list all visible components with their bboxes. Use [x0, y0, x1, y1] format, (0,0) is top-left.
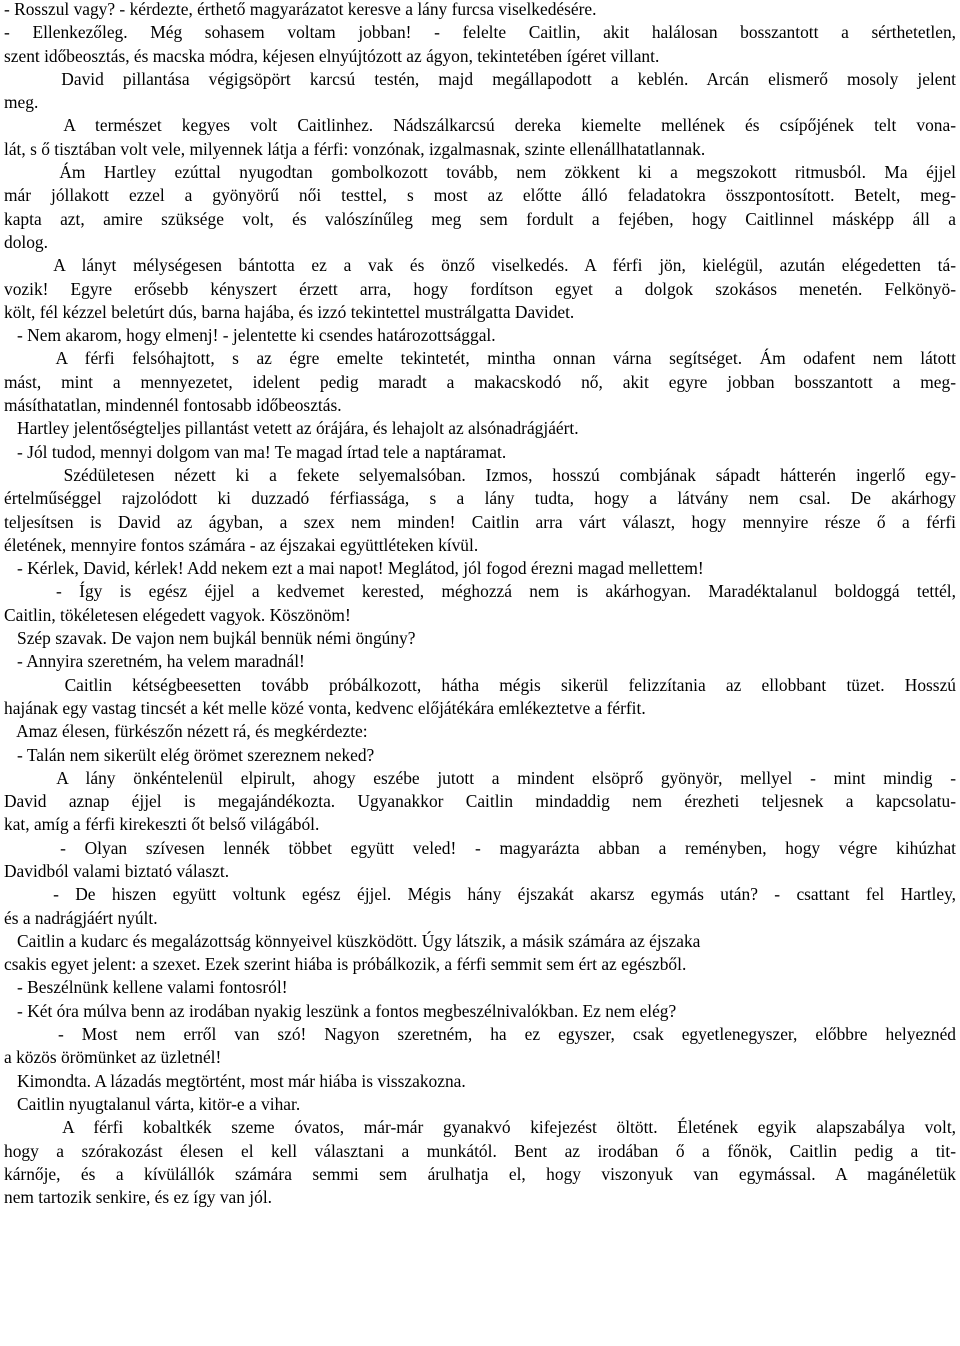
text-line: - Ellenkezőleg. Még sohasem voltam jobban! - felelte Caitlin, akit halálosan bosszantott a sérthetetlen, [4, 22, 956, 43]
text-line: költ, fél kézzel beletúrt dús, barna hajába, és izzó tekintettel mustrálgatta Davidet. [4, 301, 575, 322]
text-line: kat, amíg a férfi kirekeszti őt belső világából. [4, 814, 320, 835]
text-line: - Rosszul vagy? - kérdezte, érthető magyarázatot keresve a lány furcsa viselkedésére. [4, 0, 597, 19]
text-line: életének, mennyire fontos számára - az éjszakai együttléteken kívül. [4, 534, 479, 555]
text-line: A természet kegyes volt Caitlinhez. Nádszálkarcsú dereka kiemelte mellének és csípőjének telt vona- [4, 115, 956, 136]
text-line: Amaz élesen, fürkészőn nézett rá, és megkérdezte: [4, 721, 368, 742]
text-line: lát, s ő tisztában volt vele, milyennek látja a férfi: vonzónak, izgalmasnak, szinte ellenállhatatlannak. [4, 138, 706, 159]
text-line: Szép szavak. De vajon nem bujkál bennük némi öngúny? [4, 628, 416, 649]
text-line: - Annyira szeretném, ha velem maradnál! [4, 651, 305, 672]
text-line: a közös örömünket az üzletnél! [4, 1047, 222, 1068]
text-line: hogy a szórakozást élesen el kell választani a munkától. Bent az irodában ő a főnök, Caitlin pedig a tit- [4, 1140, 956, 1161]
text-line: Ám Hartley ezúttal nyugodtan gombolkozott tovább, nem zökkent ki a megszokott ritmusból. Ma éjjel [4, 162, 956, 183]
text-line: David pillantása végigsöpört karcsú testén, majd megállapodott a keblén. Arcán elismerő mosoly jelent [4, 68, 956, 89]
text-line: meg. [4, 92, 39, 113]
text-line: hajának egy vastag tincsét a két melle közé vonta, kedvenc előjátékára emlékeztetve a férfit. [4, 697, 646, 718]
text-line: - Beszélnünk kellene valami fontosról! [4, 977, 288, 998]
text-line: - Jól tudod, mennyi dolgom van ma! Te magad írtad tele a naptáramat. [4, 441, 507, 462]
text-line: Davidból valami biztató választ. [4, 860, 230, 881]
text-line: - Most nem erről van szó! Nagyon szeretném, ha ez egyszer, csak egyetlenegyszer, előbbre helyeznéd [4, 1024, 956, 1045]
text-line: mást, mint a mennyezetet, idelent pedig maradt a makacskodó nő, akit egyre jobban bosszantott a meg- [4, 371, 956, 392]
text-line: már jóllakott ezzel a gyönyörű női testtel, s most az előtte álló feladatokra összpontosított. Betelt, meg- [4, 185, 956, 206]
text-line: Caitlin a kudarc és megalázottság könnyeivel küszködött. Úgy látszik, a másik számára az éjszaka [4, 930, 701, 951]
text-line: Caitlin nyugtalanul várta, kitör-e a vihar. [4, 1093, 301, 1114]
text-line: Szédületesen nézett ki a fekete selyemalsóban. Izmos, hosszú combjának sápadt hátterén ingerlő egy- [4, 464, 956, 485]
text-line: Caitlin, tökéletesen elégedett vagyok. Köszönöm! [4, 604, 351, 625]
text-line: vozik! Egyre erősebb kényszert érzett arra, hogy fordítson egyet a dolgok szokásos menetén. Felkönyö- [4, 278, 956, 299]
text-line: A férfi kobaltkék szeme óvatos, már-már gyanakvó kifejezést öltött. Életének egyik alapszabálya volt, [4, 1117, 956, 1138]
text-line: A lányt mélységesen bántotta ez a vak és önző viselkedés. A férfi jön, kielégül, azután elégedetten tá- [4, 255, 956, 276]
text-line: kapta azt, amire szüksége volt, és valószínűleg meg sem fordult a fejében, hogy Caitlinnel másképp áll a [4, 208, 956, 229]
text-line: - Így is egész éjjel a kedvemet kerested, méghozzá nem is akárhogyan. Maradéktalanul boldoggá tettél, [4, 581, 956, 602]
text-line: David aznap éjjel is megajándékozta. Ugyanakkor Caitlin mindaddig nem érezheti teljesnek a kapcsolatu- [4, 791, 956, 812]
text-line: A férfi felsóhajtott, s az égre emelte tekintetét, mintha onnan várna segítséget. Ám odafent nem látott [4, 348, 956, 369]
text-line: dolog. [4, 231, 48, 252]
text-line: értelműséggel rajzolódott ki duzzadó férfiassága, s a lány tudta, hogy a látvány nem csal. De akárhogy [4, 488, 956, 509]
text-line: másíthatatlan, mindennél fontosabb időbeosztás. [4, 395, 342, 416]
text-line: Caitlin kétségbeesetten tovább próbálkozott, hátha mégis sikerül felizzítania az ellobbant tüzet. Hosszú [4, 674, 956, 695]
text-line: - Olyan szívesen lennék többet együtt veled! - magyarázta abban a reményben, hogy végre kihúzhat [4, 837, 956, 858]
text-line: kárnője, és a kívülállók számára semmi sem árulhatja el, hogy viszonyuk van egymással. A magánéletük [4, 1163, 956, 1184]
text-line: - Két óra múlva benn az irodában nyakig leszünk a fontos megbeszélnivalókban. Ez nem elég? [4, 1000, 677, 1021]
text-line: Kimondta. A lázadás megtörtént, most már hiába is visszakozna. [4, 1070, 466, 1091]
text-line: - De hiszen együtt voltunk egész éjjel. Mégis hány éjszakát akarsz egymás után? - csattant fel Hartley, [4, 884, 956, 905]
text-line: - Nem akarom, hogy elmenj! - jelentette ki csendes határozottsággal. [4, 325, 496, 346]
text-line: - Talán nem sikerült elég örömet szereznem neked? [4, 744, 375, 765]
text-line: nem tartozik senkire, és ez így van jól. [4, 1187, 273, 1208]
text-line: Hartley jelentőségteljes pillantást vetett az órájára, és lehajolt az alsónadrágjáért. [4, 418, 579, 439]
text-line: szent időbeosztás, és macska módra, kéjesen elnyújtózott az ágyon, tekintetében ígéret villant. [4, 45, 660, 66]
text-line: A lány önkéntelenül elpirult, ahogy eszébe jutott a mindent elsöprő gyönyör, mellyel - mint mindig - [4, 767, 956, 788]
text-line: csakis egyet jelent: a szexet. Ezek szerint hiába is próbálkozik, a férfi semmit sem ért az egészből. [4, 954, 687, 975]
text-line: - Kérlek, David, kérlek! Add nekem ezt a mai napot! Meglátod, jól fogod érezni magad mellettem! [4, 558, 704, 579]
text-line: és a nadrágjáért nyúlt. [4, 907, 158, 928]
text-line: teljesítsen is David az ágyban, a szex nem minden! Caitlin arra várt választ, hogy mennyire része ő a férfi [4, 511, 956, 532]
